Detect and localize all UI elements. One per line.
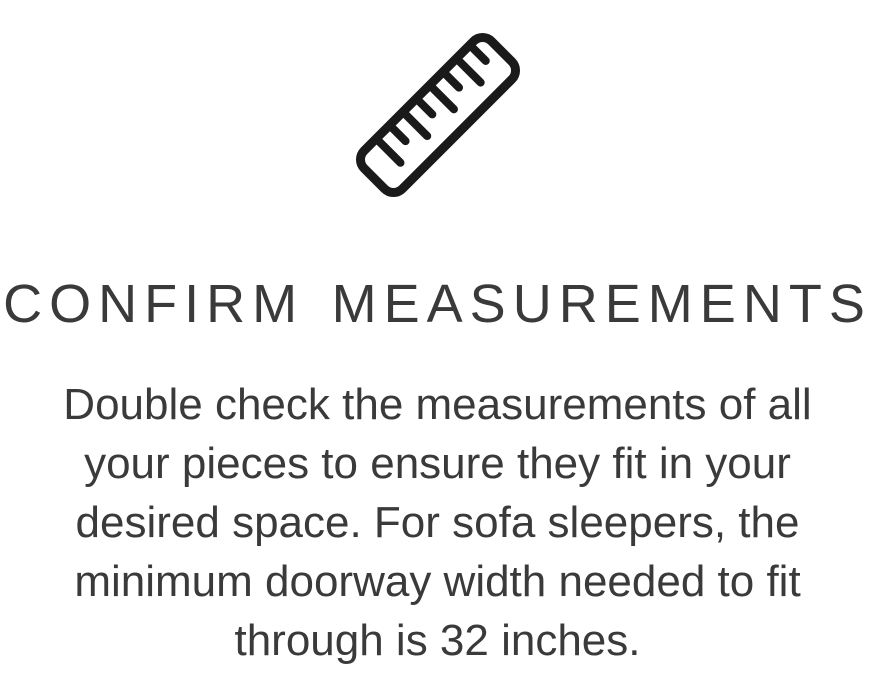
ruler-icon-svg bbox=[348, 25, 528, 205]
description-line: your pieces to ensure they fit in your bbox=[84, 439, 791, 488]
description-line: desired space. For sofa sleepers, the bbox=[75, 498, 800, 547]
section-description bbox=[0, 375, 875, 670]
ruler-icon bbox=[348, 25, 528, 205]
description-line: Double check the measurements of all bbox=[63, 380, 812, 429]
description-line: through is 32 inches. bbox=[234, 616, 641, 665]
section-title: CONFIRM MEASUREMENTS bbox=[3, 274, 872, 334]
description-line: minimum doorway width needed to fit bbox=[74, 557, 801, 606]
